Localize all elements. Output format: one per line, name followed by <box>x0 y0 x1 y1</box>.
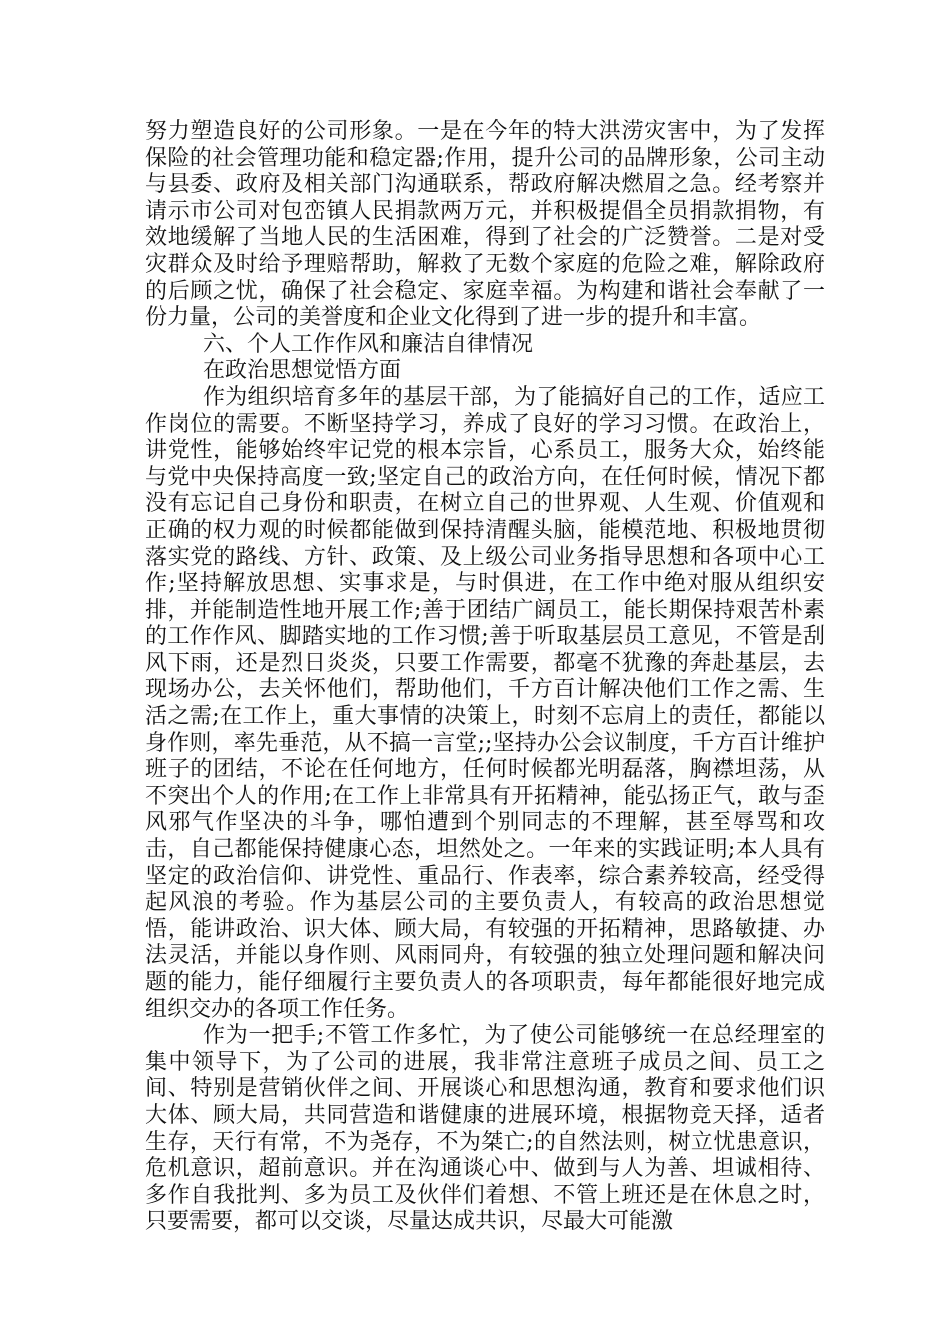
paragraph-leadership: 作为一把手;不管工作多忙，为了使公司能够统一在总经理室的集中领导下，为了公司的进展，我非常注意班子成员之间、员工之间、特别是营销伙伴之间、开展谈心和思想沟通，教育和要求他们识大体、顾大局，共同营造和谐健康的进展环境，根据物竞天择，适者生存，天行有常，不为尧存，不为桀亡;的自然法则，树立忧患意识，危机意识，超前意识。并在沟通谈心中、做到与人为善、坦诚相待、多作自我批判、多为员工及伙伴们着想、不管上班还是在休息之时，只要需要，都可以交谈，尽量达成共识，尽最大可能激 <box>145 1023 825 1235</box>
subsection-heading-political-awareness: 在政治思想觉悟方面 <box>203 358 402 384</box>
document-body <box>145 119 825 1236</box>
paragraph-public-image: 努力塑造良好的公司形象。一是在今年的特大洪涝灾害中，为了发挥保险的社会管理功能和稳定器;作用，提升公司的品牌形象，公司主动与县委、政府及相关部门沟通联系，帮政府解决燃眉之急。经考察并请示市公司对包峦镇人民捐款两万元，并积极提倡全员捐款捐物，有效地缓解了当地人民的生活困难，得到了社会的广泛赞誉。二是对受灾群众及时给予理赔帮助，解救了无数个家庭的危险之难，解除政府的后顾之忧，确保了社会稳定、家庭幸福。为构建和谐社会奉献了一份力量，公司的美誉度和企业文化得到了进一步的提升和丰富。 <box>145 119 825 331</box>
section-heading-work-style: 六、个人工作作风和廉洁自律情况 <box>203 331 534 357</box>
paragraph-political-awareness: 作为组织培育多年的基层干部，为了能搞好自己的工作，适应工作岗位的需要。不断坚持学习，养成了良好的学习习惯。在政治上，讲党性，能够始终牢记党的根本宗旨，心系员工，服务大众，始终能与党中央保持高度一致;坚定自己的政治方向，在任何时候，情况下都没有忘记自己身份和职责，在树立自己的世界观、人生观、价值观和正确的权力观的时候都能做到保持清醒头脑，能模范地、积极地贯彻落实党的路线、方针、政策、及上级公司业务指导思想和各项中心工作;坚持解放思想、实事求是，与时俱进，在工作中绝对服从组织安排，并能制造性地开展工作;善于团结广阔员工，能长期保持艰苦朴素的工作作风、脚踏实地的工作习惯;善于听取基层员工意见，不管是刮风下雨，还是烈日炎炎，只要工作需要，都毫不犹豫的奔赴基层，去现场办公，去关怀他们，帮助他们，千方百计解决他们工作之需、生活之需;在工作上，重大事情的决策上，时刻不忘肩上的责任，都能以身作则，率先垂范，从不搞一言堂;;坚持办公会议制度，千方百计维护班子的团结，不论在任何地方，任何时候都光明磊落，胸襟坦荡，从不突出个人的作用;在工作上非常具有开拓精神，能弘扬正气，敢与歪风邪气作坚决的斗争，哪怕遭到个别同志的不理解，甚至辱骂和攻击，自己都能保持健康心态，坦然处之。一年来的实践证明;本人具有坚定的政治信仰、讲党性、重品行、作表率，综合素养较高，经受得起风浪的考验。作为基层公司的主要负责人，有较高的政治思想觉悟，能讲政治、识大体、顾大局，有较强的开拓精神，思路敏捷、办法灵活，并能以身作则、风雨同舟，有较强的独立处理问题和解决问题的能力，能仔细履行主要负责人的各项职责，每年都能很好地完成组织交办的各项工作任务。 <box>145 384 825 1022</box>
